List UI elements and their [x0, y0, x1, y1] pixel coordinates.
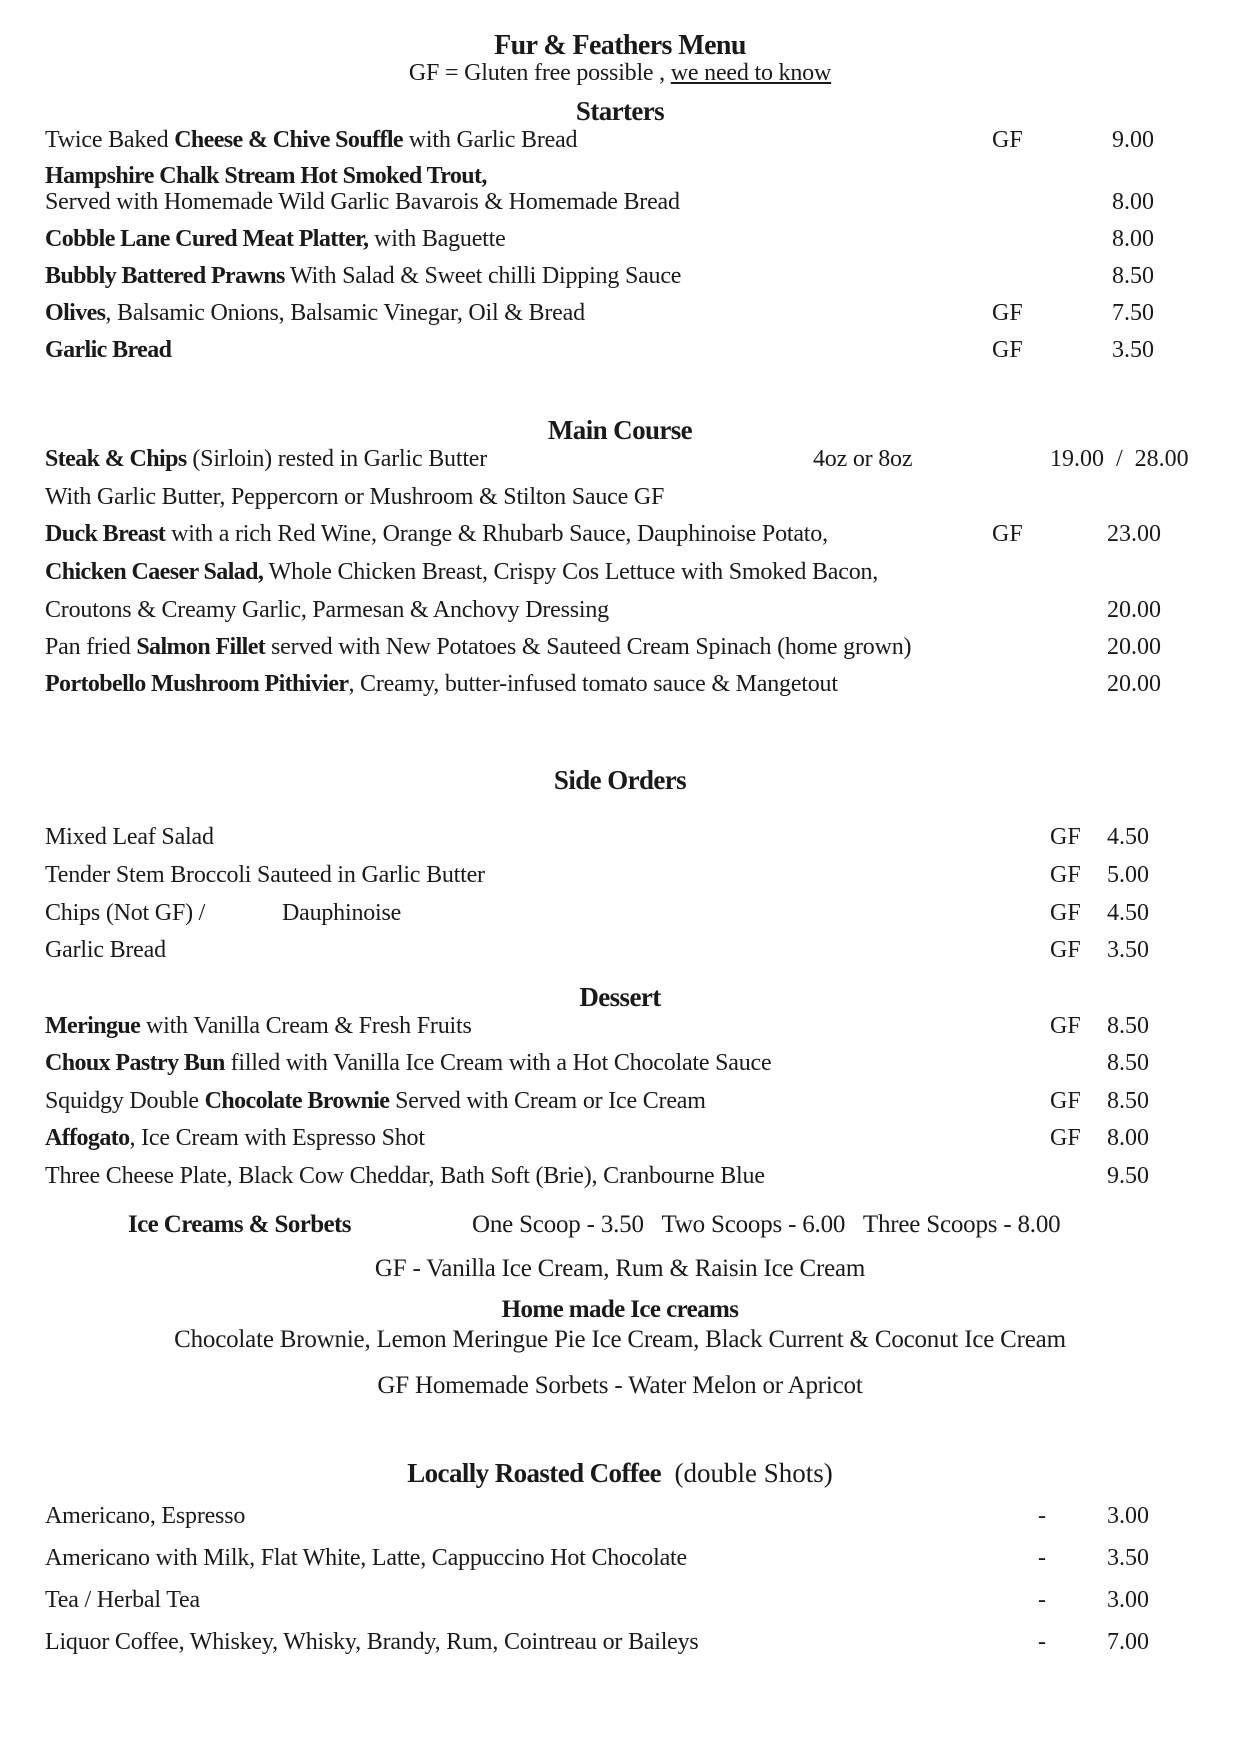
- price: 4.50: [1107, 900, 1149, 926]
- gf-mark: GF: [1050, 862, 1081, 888]
- price: 20.00: [1107, 671, 1161, 697]
- coffee-item: Liquor Coffee, Whiskey, Whisky, Brandy, Rum, Cointreau or Baileys: [45, 1629, 699, 1655]
- gf-mark: GF: [1050, 1088, 1081, 1114]
- starter-item-detail: Served with Homemade Wild Garlic Bavarois & Homemade Bread: [45, 189, 680, 215]
- dessert-item: Squidgy Double Chocolate Brownie Served with Cream or Ice Cream: [45, 1088, 706, 1114]
- gf-mark: GF: [1050, 1125, 1081, 1151]
- main-item-detail: With Garlic Butter, Peppercorn or Mushroom & Stilton Sauce GF: [45, 484, 665, 510]
- homemade-ice-cream-heading: Home made Ice creams: [501, 1296, 739, 1323]
- gf-mark: GF: [1050, 1013, 1081, 1039]
- gf-note-prefix: GF = Gluten free possible ,: [408, 60, 665, 86]
- gf-note-emphasis: we need to know: [670, 60, 832, 86]
- coffee-item: Tea / Herbal Tea: [45, 1587, 200, 1613]
- coffee-item: Americano with Milk, Flat White, Latte, Cappuccino Hot Chocolate: [45, 1545, 687, 1571]
- gf-mark: GF: [1050, 900, 1081, 926]
- starter-item: Bubbly Battered Prawns With Salad & Sweet chilli Dipping Sauce: [45, 263, 682, 289]
- price: 3.00: [1107, 1503, 1149, 1529]
- starter-item: Garlic Bread: [45, 337, 172, 363]
- sorbets-line: GF Homemade Sorbets - Water Melon or Apricot: [377, 1372, 863, 1399]
- starter-item: Cobble Lane Cured Meat Platter, with Baguette: [45, 226, 506, 252]
- price: 3.50: [1107, 1545, 1149, 1571]
- gf-mark: GF: [992, 127, 1023, 153]
- price: 20.00: [1107, 597, 1161, 623]
- scoop-prices: One Scoop - 3.50 Two Scoops - 6.00 Three Scoops - 8.00: [472, 1211, 1061, 1238]
- main-item: Portobello Mushroom Pithivier, Creamy, butter-infused tomato sauce & Mangetout: [45, 671, 838, 697]
- price: 9.50: [1107, 1163, 1149, 1189]
- price: 8.50: [1112, 263, 1154, 289]
- gf-ice-cream-line: GF - Vanilla Ice Cream, Rum & Raisin Ice Cream: [374, 1255, 866, 1282]
- price: 8.50: [1107, 1050, 1149, 1076]
- gf-mark: GF: [992, 521, 1023, 547]
- ice-cream-heading: Ice Creams & Sorbets: [128, 1211, 351, 1238]
- price: 5.00: [1107, 862, 1149, 888]
- dessert-item: Three Cheese Plate, Black Cow Cheddar, Bath Soft (Brie), Cranbourne Blue: [45, 1163, 765, 1189]
- side-item: Tender Stem Broccoli Sauteed in Garlic Butter: [45, 862, 485, 888]
- gf-note: [0, 60, 1240, 87]
- dessert-item: Choux Pastry Bun filled with Vanilla Ice Cream with a Hot Chocolate Sauce: [45, 1050, 772, 1076]
- starters-heading: Starters: [575, 96, 665, 126]
- price-dash: -: [1038, 1587, 1046, 1613]
- homemade-ice-cream-line: Chocolate Brownie, Lemon Meringue Pie Ice Cream, Black Current & Coconut Ice Cream: [174, 1326, 1066, 1353]
- price: 7.00: [1107, 1629, 1149, 1655]
- main-item-detail: Croutons & Creamy Garlic, Parmesan & Anchovy Dressing: [45, 597, 609, 623]
- dessert-heading: Dessert: [579, 982, 661, 1012]
- main-item: Pan fried Salmon Fillet served with New Potatoes & Sauteed Cream Spinach (home grown): [45, 634, 912, 660]
- price: 8.50: [1107, 1088, 1149, 1114]
- coffee-heading: Locally Roasted Coffee (double Shots): [407, 1458, 833, 1488]
- gf-mark: GF: [1050, 824, 1081, 850]
- price: 8.00: [1112, 189, 1154, 215]
- price-dash: -: [1038, 1629, 1046, 1655]
- side-item: Mixed Leaf Salad: [45, 824, 214, 850]
- main-item: Steak & Chips (Sirloin) rested in Garlic Butter: [45, 446, 488, 472]
- price: 4.50: [1107, 824, 1149, 850]
- side-orders-heading: Side Orders: [553, 765, 687, 795]
- price: 8.50: [1107, 1013, 1149, 1039]
- side-item: Chips (Not GF) /: [45, 900, 206, 926]
- price: 3.50: [1107, 937, 1149, 963]
- price: 19.00 / 28.00: [1050, 446, 1189, 472]
- gf-mark: GF: [992, 300, 1023, 326]
- main-course-heading: Main Course: [547, 415, 693, 445]
- price: 9.00: [1112, 127, 1154, 153]
- price: 23.00: [1107, 521, 1161, 547]
- price: 3.50: [1112, 337, 1154, 363]
- side-item-alt: Dauphinoise: [282, 900, 402, 926]
- side-item: Garlic Bread: [45, 937, 166, 963]
- price-dash: -: [1038, 1545, 1046, 1571]
- price: 7.50: [1112, 300, 1154, 326]
- gf-mark: GF: [992, 337, 1023, 363]
- price: 8.00: [1107, 1125, 1149, 1151]
- coffee-item: Americano, Espresso: [45, 1503, 246, 1529]
- gf-mark: GF: [1050, 937, 1081, 963]
- price-dash: -: [1038, 1503, 1046, 1529]
- starter-item: Twice Baked Cheese & Chive Souffle with Garlic Bread: [45, 127, 578, 153]
- price: 3.00: [1107, 1587, 1149, 1613]
- starter-item: Hampshire Chalk Stream Hot Smoked Trout,: [45, 163, 487, 189]
- dessert-item: Affogato, Ice Cream with Espresso Shot: [45, 1125, 425, 1151]
- main-item: Duck Breast with a rich Red Wine, Orange & Rhubarb Sauce, Dauphinoise Potato,: [45, 521, 828, 547]
- dessert-item: Meringue with Vanilla Cream & Fresh Fruits: [45, 1013, 472, 1039]
- price: 8.00: [1112, 226, 1154, 252]
- price: 20.00: [1107, 634, 1161, 660]
- menu-title: Fur & Feathers Menu: [494, 30, 746, 61]
- main-item: Chicken Caeser Salad, Whole Chicken Breast, Crispy Cos Lettuce with Smoked Bacon,: [45, 559, 879, 585]
- steak-size: 4oz or 8oz: [813, 446, 913, 472]
- starter-item: Olives, Balsamic Onions, Balsamic Vinegar, Oil & Bread: [45, 300, 585, 326]
